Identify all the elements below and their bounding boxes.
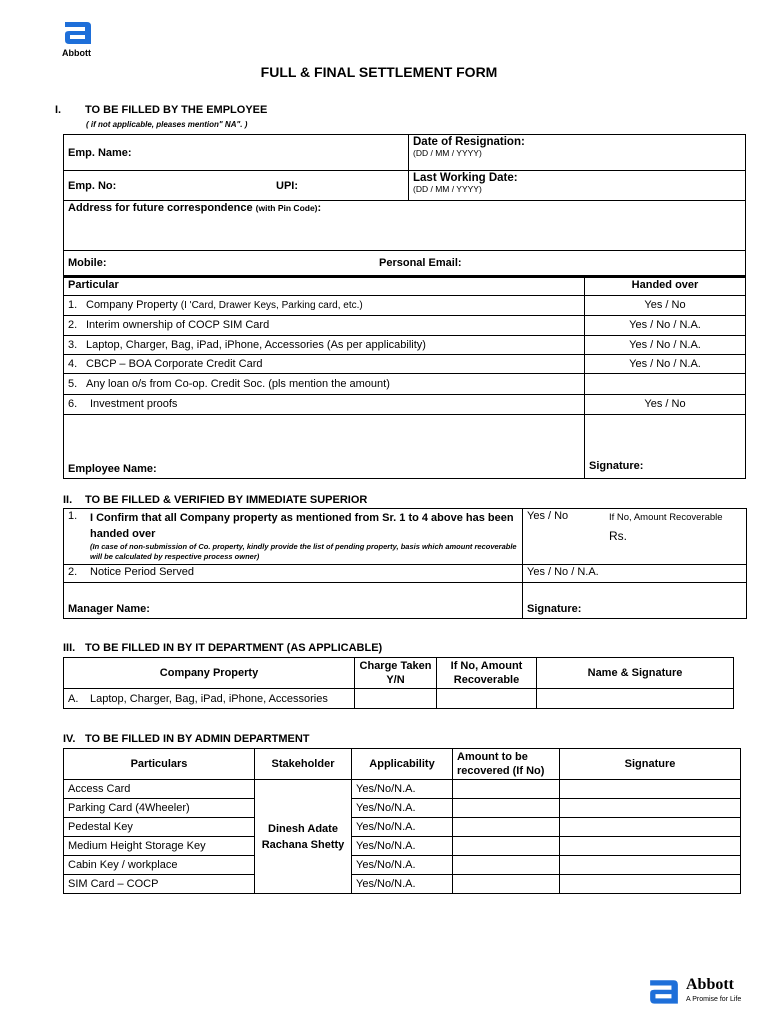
date-resignation-label: Date of Resignation: (413, 136, 525, 148)
table-row: 5. Any loan o/s from Co-op. Credit Soc. (pls mention the amount) (64, 373, 746, 394)
table-row: Access Card Dinesh Adate Rachana Shetty Yes/No/N.A. (64, 780, 741, 799)
col-company-property: Company Property (64, 658, 355, 689)
confirm-value: Yes / No (527, 510, 569, 522)
emp-name-label: Emp. Name: (68, 146, 132, 159)
address-hint: (with Pin Code) (255, 203, 318, 213)
table-row: Medium Height Storage Key Yes/No/N.A. (64, 837, 741, 856)
personal-email-label: Personal Email: (379, 257, 462, 269)
emp-no-label: Emp. No: (68, 179, 117, 192)
abbott-brand-text: Abbott (686, 976, 735, 993)
confirm-text: I Confirm that all Company property as mentioned from Sr. 1 to 4 above has been handed over (90, 512, 514, 540)
it-department-table (63, 657, 734, 709)
if-no-amount-label: If No, Amount Recoverable (609, 512, 723, 523)
table-row: 3. Laptop, Charger, Bag, iPad, iPhone, Accessories (As per applicability) Yes / No / N.A. (64, 335, 746, 354)
date-format-hint: (DD / MM / YYYY) (413, 184, 482, 194)
abbott-logo-bottom (648, 976, 758, 1010)
manager-signature-label: Signature: (527, 603, 582, 615)
stakeholder-cell: Dinesh Adate Rachana Shetty (255, 780, 352, 894)
table-row: Cabin Key / workplace Yes/No/N.A. (64, 856, 741, 875)
rs-label: Rs. (609, 529, 627, 543)
last-working-date-label: Last Working Date: (413, 172, 518, 184)
table-row: 4. CBCP – BOA Corporate Credit Card Yes / No / N.A. (64, 354, 746, 373)
manager-name-label: Manager Name: (68, 603, 150, 615)
abbott-logo-top (60, 22, 104, 62)
col-signature: Signature (560, 749, 741, 780)
abbott-logo-icon (63, 22, 93, 46)
col-particulars: Particulars (64, 749, 255, 780)
address-colon: : (317, 202, 322, 214)
employee-signature-label: Signature: (589, 459, 644, 472)
section-1-note: ( if not applicable, pleases mention" NA". ) (86, 120, 248, 129)
col-stakeholder: Stakeholder (255, 749, 352, 780)
employee-name-label: Employee Name: (68, 462, 157, 475)
table-row: 1. Company Property (I 'Card, Drawer Keys, Parking card, etc.) Yes / No (64, 295, 746, 315)
notice-period-value: Yes / No / N.A. (523, 565, 747, 583)
table-row: SIM Card – COCP Yes/No/N.A. (64, 875, 741, 894)
confirm-note: (In case of non-submission of Co. property, kindly provide the list of pending property, basis which amount recoverable will be calculated by respective process owner) (90, 542, 517, 561)
particulars-table (63, 276, 746, 479)
col-name-signature: Name & Signature (537, 658, 734, 689)
table-row: Parking Card (4Wheeler) Yes/No/N.A. (64, 799, 741, 818)
admin-department-table (63, 748, 741, 894)
abbott-tagline: A Promise for Life (686, 996, 742, 1003)
mobile-label: Mobile: (68, 257, 107, 269)
abbott-logo-text: Abbott (62, 48, 91, 58)
employee-details-table (63, 134, 746, 276)
superior-table: 1. I Confirm that all Company property as mentioned from Sr. 1 to 4 above has been handed over (In case of non-submission of Co. property, kindly provide the list of pending property, basis which amount recoverable will be calculated by respective process owner) Yes / No If No, Amount Recoverable Rs. 2. Notice Period Served Yes / No / N.A. Manager Name: Signature: (63, 508, 747, 619)
col-amount-recoverable: If No, Amount Recoverable (437, 658, 537, 689)
table-row: 6. Investment proofs Yes / No (64, 394, 746, 414)
col-applicability: Applicability (352, 749, 453, 780)
section-1-heading: I. TO BE FILLED BY THE EMPLOYEE (55, 104, 268, 116)
col-handed-over: Handed over (585, 277, 746, 295)
section-4-heading: IV. TO BE FILLED IN BY ADMIN DEPARTMENT (63, 733, 310, 745)
col-particular: Particular (64, 277, 585, 295)
section-3-heading: III. TO BE FILLED IN BY IT DEPARTMENT (AS APPLICABLE) (63, 642, 383, 654)
upi-label: UPI: (276, 179, 298, 192)
abbott-logo-icon (648, 980, 680, 1006)
date-format-hint: (DD / MM / YYYY) (413, 148, 482, 158)
table-row: Pedestal Key Yes/No/N.A. (64, 818, 741, 837)
page-title: FULL & FINAL SETTLEMENT FORM (260, 64, 498, 80)
section-2-heading: II. TO BE FILLED & VERIFIED BY IMMEDIATE SUPERIOR (63, 494, 368, 506)
col-charge-taken: Charge Taken Y/N (355, 658, 437, 689)
col-amount-recovered: Amount to be recovered (If No) (453, 749, 560, 780)
table-row: 2. Interim ownership of COCP SIM Card Yes / No / N.A. (64, 315, 746, 335)
address-label: Address for future correspondence (68, 202, 253, 214)
table-row: A. Laptop, Charger, Bag, iPad, iPhone, Accessories (64, 689, 734, 709)
notice-period-label: Notice Period Served (90, 566, 194, 578)
